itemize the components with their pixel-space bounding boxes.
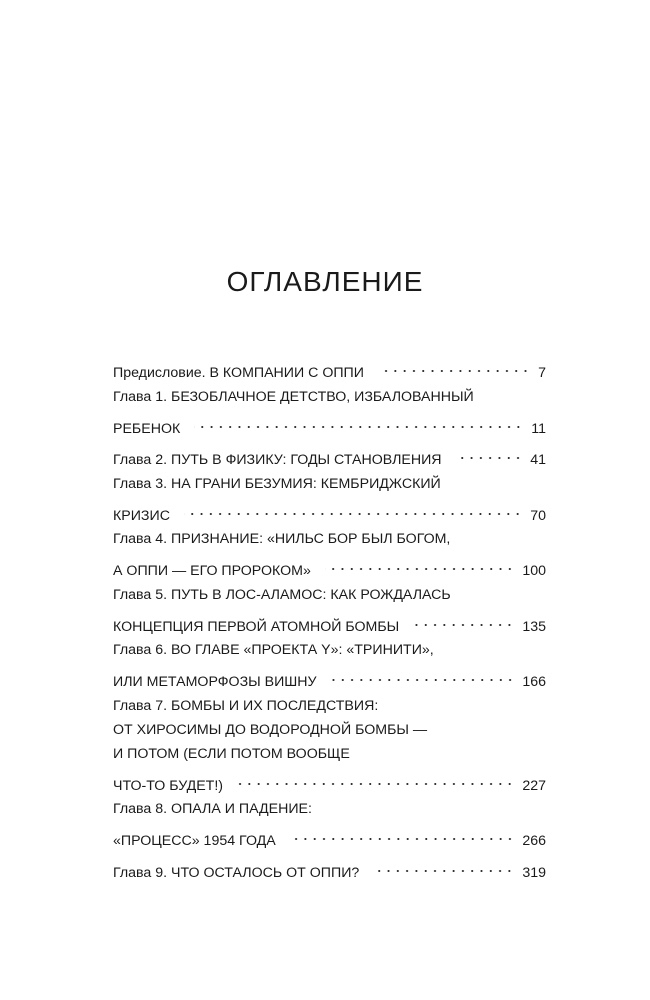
toc-entry-title: Глава 8. ОПАЛА И ПАДЕНИЕ: bbox=[113, 801, 312, 817]
toc-entry-title: РЕБЕНОК bbox=[113, 420, 181, 437]
toc-entry[interactable] bbox=[113, 583, 546, 635]
toc-entry-title: ЧТО-ТО БУДЕТ!) bbox=[113, 777, 224, 794]
toc-entry-title: КРИЗИС bbox=[113, 507, 170, 524]
toc-page-number: 7 bbox=[538, 365, 546, 381]
toc-entry-line bbox=[113, 742, 546, 766]
toc-entry-title: ОТ ХИРОСИМЫ ДО ВОДОРОДНОЙ БОМБЫ — bbox=[113, 721, 428, 738]
dot-leader bbox=[184, 496, 522, 520]
toc-entry[interactable] bbox=[113, 472, 546, 524]
dot-leader bbox=[413, 607, 514, 631]
toc-page-number: 100 bbox=[522, 563, 546, 579]
toc-entry-line bbox=[113, 821, 546, 849]
dot-leader bbox=[194, 409, 523, 433]
dot-leader bbox=[290, 821, 515, 845]
toc-entry[interactable] bbox=[113, 853, 546, 881]
toc-page-number: 319 bbox=[522, 864, 546, 881]
toc-page-number: 41 bbox=[530, 452, 546, 468]
toc-entry-line bbox=[113, 853, 546, 881]
toc-entry-line bbox=[113, 472, 546, 496]
toc-entry-line bbox=[113, 496, 546, 524]
toc-entry-line bbox=[113, 551, 546, 579]
toc-entry-title: Глава 4. ПРИЗНАНИЕ: «НИЛЬС БОР БЫЛ БОГОМ, bbox=[113, 531, 451, 547]
toc-entry-title: Глава 2. ПУТЬ В ФИЗИКУ: ГОДЫ СТАНОВЛЕНИЯ bbox=[113, 452, 442, 468]
toc-page-number: 11 bbox=[531, 420, 546, 437]
toc-entry[interactable] bbox=[113, 638, 546, 690]
toc-entry-title: А ОППИ — ЕГО ПРОРОКОМ» bbox=[113, 563, 311, 579]
toc-page-number: 135 bbox=[522, 618, 546, 635]
toc-entry-title: Глава 9. ЧТО ОСТАЛОСЬ ОТ ОППИ? bbox=[113, 864, 360, 881]
dot-leader bbox=[378, 353, 530, 377]
toc-entry-line bbox=[113, 527, 546, 551]
toc-entry-title: Глава 7. БОМБЫ И ИХ ПОСЛЕДСТВИЯ: bbox=[113, 697, 379, 714]
toc-entry[interactable] bbox=[113, 353, 546, 381]
toc-entry[interactable] bbox=[113, 694, 546, 794]
toc-page-number: 227 bbox=[522, 777, 546, 794]
dot-leader bbox=[325, 551, 514, 575]
toc-page-number: 266 bbox=[522, 833, 546, 849]
dot-leader bbox=[373, 853, 514, 877]
page-title: ОГЛАВЛЕНИЕ bbox=[226, 266, 424, 297]
toc-page-number: 166 bbox=[522, 674, 546, 690]
toc-entry-line bbox=[113, 409, 546, 437]
toc-entry[interactable] bbox=[113, 440, 546, 468]
toc-page-number: 70 bbox=[530, 507, 546, 524]
toc-entry-line bbox=[113, 694, 546, 718]
toc-entry-title: И ПОТОМ (ЕСЛИ ПОТОМ ВООБЩЕ bbox=[113, 745, 350, 762]
toc-entry-line bbox=[113, 797, 546, 821]
toc-entry-title: Предисловие. В КОМПАНИИ С ОППИ bbox=[113, 365, 364, 381]
toc-entry-line bbox=[113, 353, 546, 381]
table-of-contents bbox=[113, 353, 546, 884]
dot-leader bbox=[456, 440, 523, 464]
toc-entry-title: Глава 6. ВО ГЛАВЕ «ПРОЕКТА Y»: «ТРИНИТИ», bbox=[113, 642, 434, 658]
dot-leader bbox=[331, 662, 515, 686]
toc-entry[interactable] bbox=[113, 797, 546, 849]
toc-entry-line bbox=[113, 766, 546, 794]
toc-entry-title: Глава 3. НА ГРАНИ БЕЗУМИЯ: КЕМБРИДЖСКИЙ bbox=[113, 475, 441, 492]
toc-entry[interactable] bbox=[113, 385, 546, 437]
toc-entry-line bbox=[113, 440, 546, 468]
toc-entry-line bbox=[113, 638, 546, 662]
toc-entry-title: «ПРОЦЕСС» 1954 ГОДА bbox=[113, 833, 276, 849]
toc-entry-title: Глава 5. ПУТЬ В ЛОС-АЛАМОС: КАК РОЖДАЛАСЬ bbox=[113, 586, 451, 603]
toc-entry-title: КОНЦЕПЦИЯ ПЕРВОЙ АТОМНОЙ БОМБЫ bbox=[113, 618, 400, 635]
toc-entry-line bbox=[113, 607, 546, 635]
toc-entry-line bbox=[113, 583, 546, 607]
dot-leader bbox=[237, 766, 514, 790]
toc-entry[interactable] bbox=[113, 527, 546, 579]
toc-entry-title: Глава 1. БЕЗОБЛАЧНОЕ ДЕТСТВО, ИЗБАЛОВАННЫЙ bbox=[113, 388, 474, 405]
toc-entry-line bbox=[113, 718, 546, 742]
toc-entry-title: ИЛИ МЕТАМОРФОЗЫ ВИШНУ bbox=[113, 674, 317, 690]
toc-entry-line bbox=[113, 662, 546, 690]
toc-entry-line bbox=[113, 385, 546, 409]
